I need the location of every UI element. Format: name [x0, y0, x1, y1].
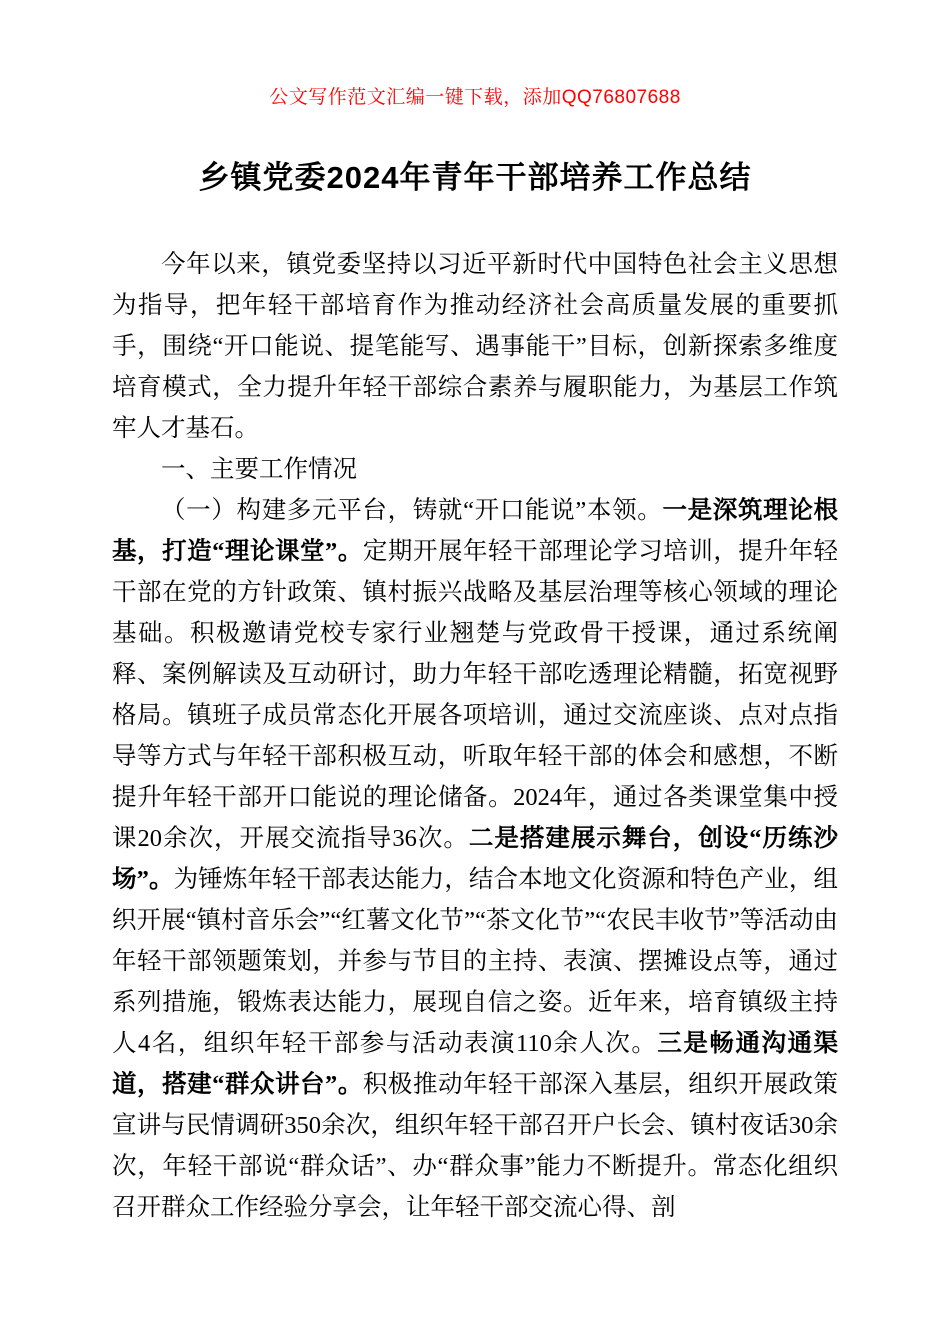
text-run: （一）构建多元平台，铸就“开口能说”本领。: [161, 497, 663, 525]
watermark-text: 公文写作范文汇编一键下载，添加QQ76807688: [269, 87, 681, 108]
text-run: 今年以来，镇党委坚持以习近平新时代中国特色社会主义思想为指导，把年轻干部培育作为推动经济社会高质量发展的重要抓手，围绕“开口能说、提笔能写、遇事能干”目标，创新探索多维度培育模式，全力提升年轻干部综合素养与履职能力，为基层工作筑牢人才基石。: [112, 251, 838, 443]
page-title: 乡镇党委2024年青年干部培养工作总结: [198, 160, 752, 195]
text-run: 积极推动年轻干部深入基层，组织开展政策宣讲与民情调研350余次，组织年轻干部召开户长会、镇村夜话30余次，年轻干部说“群众话”、办“群众事”能力不断提升。常态化组织召开群众工作经验分享会，让年轻干部交流心得、剖: [112, 1071, 839, 1222]
bold-run: 一是深筑理论根基，打造“理论课堂”。: [112, 497, 839, 566]
document-body: [112, 244, 838, 1228]
paragraph-section-1-1: [112, 490, 838, 1228]
text-run: 一、主要工作情况: [161, 456, 357, 484]
paragraph-intro: [112, 244, 838, 449]
text-run: 为锤炼年轻干部表达能力，结合本地文化资源和特色产业，组织开展“镇村音乐会”“红薯文化节”“茶文化节”“农民丰收节”等活动由年轻干部领题策划，并参与节目的主持、表演、摆摊设点等，通过系列措施，锻炼表达能力，展现自信之姿。近年来，培育镇级主持人4名，组织年轻干部参与活动表演110余人次。: [112, 866, 839, 1058]
bold-run: 二是搭建展示舞台，创设“历练沙场”。: [112, 825, 838, 894]
paragraph-heading-1: [112, 449, 838, 490]
bold-run: 三是畅通沟通渠道，搭建“群众讲台”。: [112, 1030, 838, 1099]
text-run: 定期开展年轻干部理论学习培训，提升年轻干部在党的方针政策、镇村振兴战略及基层治理等核心领域的理论基础。积极邀请党校专家行业翘楚与党政骨干授课，通过系统阐释、案例解读及互动研讨，助力年轻干部吃透理论精髓，拓宽视野格局。镇班子成员常态化开展各项培训，通过交流座谈、点对点指导等方式与年轻干部积极互动，听取年轻干部的体会和感想，不断提升年轻干部开口能说的理论储备。2024年，通过各类课堂集中授课20余次，开展交流指导36次。: [112, 538, 839, 853]
